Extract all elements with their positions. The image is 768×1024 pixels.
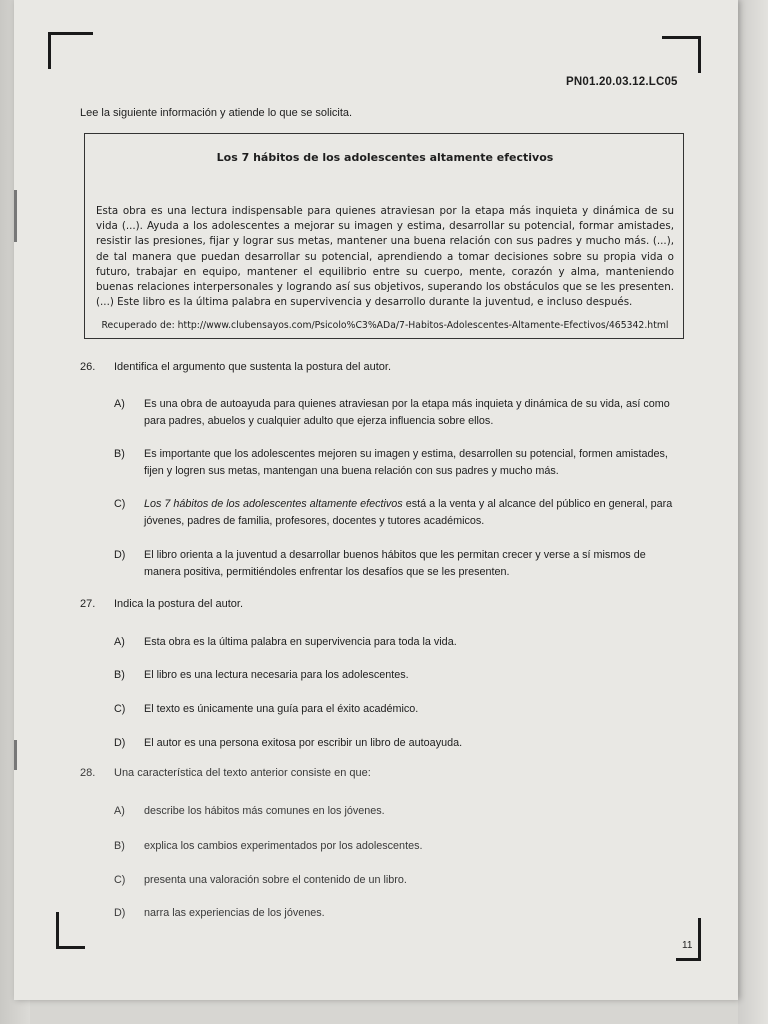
option-letter: D) (114, 549, 126, 561)
crop-mark-top-right (662, 36, 701, 73)
option-letter: B) (114, 448, 125, 460)
option-text-rest: está a la venta y al alcance del público en general, para jóvenes, padres de familia, profesores, docentes y tutores académicos. (144, 498, 673, 527)
question-text: Identifica el argumento que sustenta la postura del autor. (114, 361, 392, 373)
option-text: narra las experiencias de los jóvenes. (144, 907, 325, 919)
option-text: explica los cambios experimentados por los adolescentes. (144, 840, 423, 852)
question-number: 27. (80, 598, 96, 610)
option-letter: D) (114, 737, 126, 749)
option-letter: D) (114, 907, 126, 919)
option-letter: C) (114, 703, 126, 715)
question-number: 28. (80, 767, 96, 779)
option-text: describe los hábitos más comunes en los jóvenes. (144, 805, 385, 817)
option-letter: A) (114, 805, 125, 817)
option-text: Es importante que los adolescentes mejoren su imagen y estima, desarrollen su potencial, formen amistades, fijen y logren sus metas, mantengan una buena relación con sus padres y mucho más. (144, 448, 668, 477)
question-text: Indica la postura del autor. (114, 598, 244, 610)
question-number: 26. (80, 361, 96, 373)
option-text: El libro orienta a la juventud a desarrollar buenos hábitos que les permitan crecer y verse a sí mismos de manera positiva, permitiéndoles enfrentar los desafíos que se les presenten. (144, 549, 646, 578)
option-letter: C) (114, 874, 126, 886)
crop-mark-bottom-left (56, 912, 85, 949)
page-right-edge (738, 0, 768, 1024)
option-letter: A) (114, 398, 125, 410)
book-title-italic: Los 7 hábitos de los adolescentes altamente efectivos (144, 498, 403, 510)
option-text: El autor es una persona exitosa por escribir un libro de autoayuda. (144, 737, 463, 749)
option-text: El texto es únicamente una guía para el éxito académico. (144, 703, 419, 715)
crop-mark-top-left (48, 32, 93, 69)
option-text (144, 496, 684, 529)
reading-title: Los 7 hábitos de los adolescentes altamente efectivos (216, 151, 554, 164)
option-letter: B) (114, 840, 125, 852)
instruction-text: Lee la siguiente información y atiende lo que se solicita. (80, 107, 353, 119)
binding-mark (14, 740, 17, 770)
option-text: presenta una valoración sobre el contenido de un libro. (144, 874, 407, 886)
document-code: PN01.20.03.12.LC05 (566, 76, 678, 88)
option-text: Esta obra es la última palabra en supervivencia para toda la vida. (144, 636, 457, 648)
binding-mark (14, 190, 17, 242)
page-number: 11 (682, 940, 693, 951)
reading-body: Esta obra es una lectura indispensable para quienes atraviesan por la etapa más inquieta y dinámica de su vida (...). Ayuda a los adolescentes a mejorar su imagen y estima, desarrollar su potencial, formar amistades, resistir las presiones, fijar y lograr sus metas, mantener una buena relación con sus padres y mucho más. (...), de tal manera que puedan desarrollar su potencial, aprendiendo a tomar decisiones sobre su propia vida o futuro, trabajar en equipo, mantener el equilibrio entre su cuerpo, mente, corazón y alma, manteniendo buenas relaciones interpersonales y logrando así sus objetivos, superando los obstáculos que se les presenten. (...) Este libro es la última palabra en supervivencia y desarrollo durante la juventud, e incluso después. (96, 205, 674, 309)
option-letter: B) (114, 669, 125, 681)
option-text: Es una obra de autoayuda para quienes atraviesan por la etapa más inquieta y dinámica de su vida, así como para padres, abuelos y cualquier adulto que ejerza influencia sobre ellos. (144, 398, 670, 427)
question-text: Una característica del texto anterior consiste en que: (114, 767, 371, 779)
reading-box (84, 133, 684, 339)
option-text: El libro es una lectura necesaria para los adolescentes. (144, 669, 409, 681)
reading-source: Recuperado de: http://www.clubensayos.com/Psicolo%C3%ADa/7-Habitos-Adolescentes-Altamente-Efectivos/465342.html (101, 320, 669, 331)
option-letter: C) (114, 498, 126, 510)
option-letter: A) (114, 636, 125, 648)
